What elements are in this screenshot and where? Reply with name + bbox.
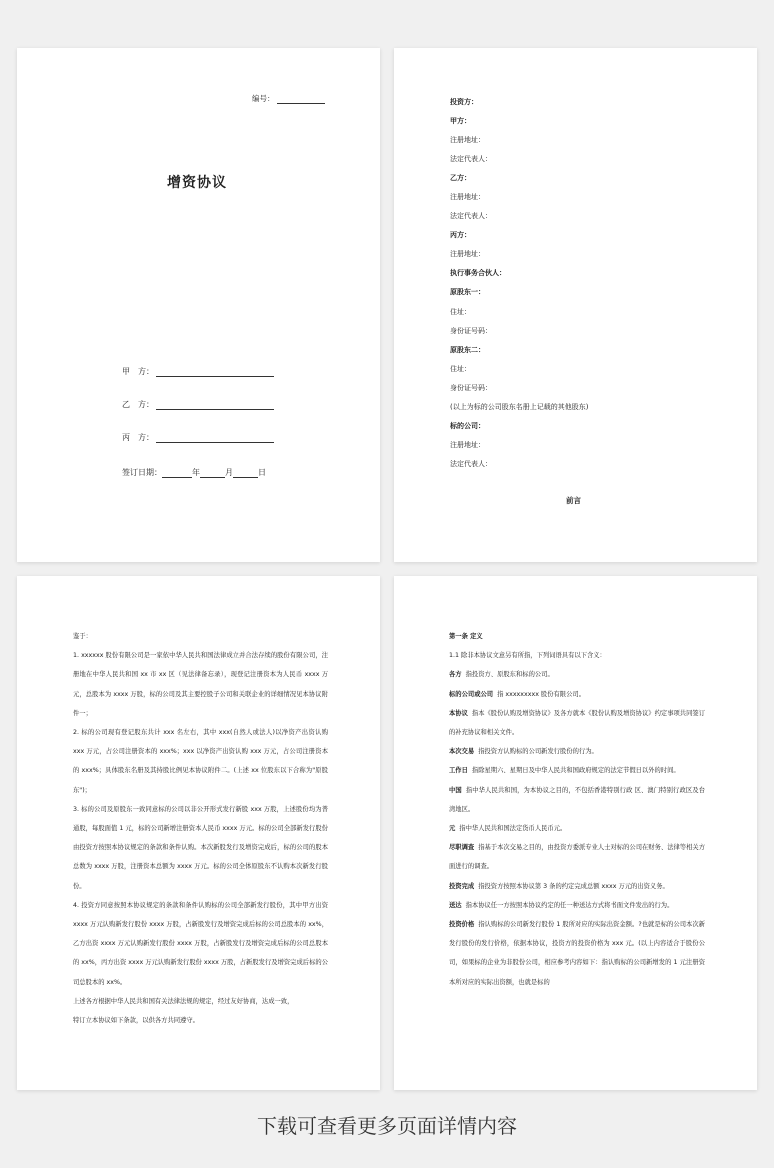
- contract-number-label: 编号：: [252, 94, 275, 103]
- definition-term: 尽职调查: [449, 844, 475, 852]
- definition-description: 指基于本次交易之目的，由投资方委派专业人士对标的公司在财务、法律等相关方面进行的调查。: [449, 844, 706, 871]
- party-info-row: 丙方：: [450, 231, 471, 240]
- recital-paragraph: 3. 标的公司及原股东一致同意标的公司以非公开形式发行新股 xxx 万股，上述股份均为普通股，每股面值 1 元，标的公司新增注册资本人民币 xxxx 万元。标的公司全部新发行股份由投资方按照本协议规定的条款和条件认购。本次新股发行及增资完成后，标的公司的股本总数为 xxxx 万股，注册资本总额为 xxxx 万元。标的公司全体原股东不认购本次新发行股份。: [73, 805, 328, 890]
- definition-term: 本协议: [449, 709, 468, 717]
- party-a-signature: [122, 366, 274, 377]
- party-info-row: 乙方：: [450, 174, 471, 183]
- party-info-row: 住址：: [450, 364, 471, 373]
- party-info-row: 注册地址：: [450, 440, 485, 449]
- signature-blank: [156, 433, 274, 443]
- definition-item: [449, 896, 705, 915]
- party-info-row: 甲方：: [450, 117, 471, 126]
- definition-description: 指中华人民共和国法定货币人民币元。: [459, 825, 567, 833]
- terms-list: [449, 665, 705, 991]
- definition-item: [449, 819, 705, 838]
- year-blank: [162, 468, 192, 478]
- definition-term: 投资完成: [449, 882, 475, 890]
- party-info-row: 原股东一：: [450, 288, 485, 297]
- definition-item: [449, 704, 705, 742]
- party-info-row: 身份证号码：: [450, 383, 492, 392]
- party-info-row: 法定代表人：: [450, 459, 492, 468]
- definition-description: 指投资方、原股东和标的公司。: [465, 671, 554, 679]
- party-info-row: 标的公司：: [450, 421, 485, 430]
- party-label: 甲 方：: [122, 367, 154, 376]
- recital-paragraph: 鉴于：: [73, 633, 92, 640]
- definition-term: 元: [449, 825, 456, 833]
- definitions-page: [394, 576, 757, 1090]
- definition-term: 投资价格: [449, 921, 475, 929]
- definition-item: [449, 742, 705, 761]
- article-title: 第一条 定义: [449, 633, 483, 640]
- definitions-intro: 1.1 除非本协议文意另有所指，下列词语具有以下含义：: [449, 652, 606, 660]
- definition-item: [449, 838, 705, 876]
- parties-page: [394, 48, 757, 562]
- definition-item: [449, 685, 705, 704]
- download-caption[interactable]: 下载可查看更多页面详情内容: [257, 1114, 517, 1138]
- month-blank: [200, 468, 225, 478]
- party-info-row: 法定代表人：: [450, 155, 492, 164]
- contract-number-blank: [277, 103, 325, 104]
- definition-item: [449, 877, 705, 896]
- party-info-row: 注册地址：: [450, 193, 485, 202]
- definition-term: 送达: [449, 901, 462, 909]
- party-info-row: 身份证号码：: [450, 326, 492, 335]
- recital-paragraph: 4. 投资方同意按照本协议规定的条款和条件认购标的公司全部新发行股份，其中甲方出资 xxxx 万元认购新发行股份 xxxx 万股，占新股发行及增资完成后标的公司总股本的 xx%，乙方出资 xxxx 万元认购新发行股份 xxxx 万股，占新股发行及增资完成后标的公司总股本的 xx%，丙方出资 xxxx 万元认购新发行股份 xxxx 万股，占新股发行及增资完成后标的公司总股本的 xx%。: [73, 901, 328, 986]
- party-c-signature: [122, 432, 274, 443]
- signature-blank: [156, 367, 274, 377]
- definition-item: [449, 781, 705, 819]
- parties-list: [450, 97, 730, 478]
- recital-paragraph: 特订立本协议如下条款，以供各方共同遵守。: [73, 1017, 199, 1025]
- definition-description: 指认购标的公司新发行股份 1 股所对应的实际出资金额。?也就是标的公司本次新发行股份的发行价格，依据本协议，投资方的投资价格为 xxx 元。(以上内容适合于股份公司，如果标的企业为非股份公司，相应参考内容如下：指认购标的公司新增发的 1 元注册资本所对应的实际出资额，也就是标的: [449, 921, 705, 986]
- definition-term: 本次交易: [449, 748, 475, 756]
- definition-term: 工作日: [449, 767, 468, 775]
- party-label: 丙 方：: [122, 433, 154, 442]
- sign-date: [122, 467, 266, 478]
- definition-item: [449, 665, 705, 684]
- definition-description: 指本协议任一方按照本协议约定的任一种送达方式将书面文件发出的行为。: [465, 901, 674, 909]
- recital-paragraph: 上述各方根据中华人民共和国有关法律法规的规定，经过友好协商，达成一致，: [73, 997, 294, 1005]
- sign-date-label: 签订日期：: [122, 468, 162, 477]
- party-info-row: (以上为标的公司股东名册上记载的其他股东): [450, 402, 589, 411]
- definition-description: 指除星期六、星期日及中华人民共和国政府规定的法定节假日以外的时间。: [471, 767, 680, 775]
- party-info-row: 投资方：: [450, 98, 478, 106]
- recital-paragraph: 1. xxxxxx 股份有限公司是一家依中华人民共和国法律成立并合法存续的股份有限公司，注册地在中华人民共和国 xx 市 xx 区（见法律备忘录），现登记注册资本为人民币 xxxx 万元，总股本为 xxxx 万股，标的公司及其主要控股子公司和关联企业的详细情况见本协议附件一；: [73, 652, 328, 717]
- recitals-text: [73, 627, 328, 1030]
- definition-term: 各方: [449, 671, 462, 679]
- party-info-row: 执行事务合伙人：: [450, 269, 506, 278]
- recital-paragraph: 2. 标的公司现有登记股东共计 xxx 名左右，其中 xxx(自然人或法人)以净资产出资认购 xxx 万元，占公司注册资本的 xxx%；xxx 以净资产出资认购 xxx 万元，占公司注册资本的 xxx%；具体股东名册及其持股比例见本协议附件二。(上述 xx 位股东以下合称为"原股东")；: [73, 729, 328, 794]
- definition-description: 指投资方认购标的公司新发行股份的行为。: [478, 748, 598, 756]
- party-label: 乙 方：: [122, 400, 154, 409]
- party-info-row: 原股东二：: [450, 345, 485, 354]
- day-blank: [233, 468, 258, 478]
- cover-page: [17, 48, 380, 562]
- definitions-text: [449, 627, 705, 992]
- contract-number: [252, 93, 325, 104]
- signature-blank: [156, 400, 274, 410]
- party-info-row: 法定代表人：: [450, 212, 492, 221]
- definition-item: [449, 915, 705, 992]
- definition-term: 标的公司或公司: [449, 690, 494, 698]
- party-info-row: 注册地址：: [450, 136, 485, 145]
- recitals-page: [17, 576, 380, 1090]
- day-label: 日: [258, 468, 266, 477]
- party-info-row: 住址：: [450, 307, 471, 316]
- party-b-signature: [122, 399, 274, 410]
- year-label: 年: [192, 468, 200, 477]
- definition-description: 指本《股份认购及增资协议》及各方就本《股份认购及增资协议》约定事项共同签订的补充协议和相关文件。: [449, 709, 706, 737]
- definition-description: 指 xxxxxxxxx 股份有限公司。: [497, 690, 585, 698]
- preface-heading: 前言: [566, 496, 581, 505]
- definition-term: 中国: [449, 786, 462, 794]
- definition-description: 指投资方按照本协议第 3 条的约定完成总额 xxxx 万元的出资义务。: [478, 882, 669, 890]
- month-label: 月: [225, 468, 233, 477]
- document-title: 增资协议: [167, 175, 227, 191]
- definition-item: [449, 761, 705, 780]
- definition-description: 指中华人民共和国，为本协议之目的，不包括香港特别行政 区、澳门特别行政区及台湾地区。: [449, 786, 705, 813]
- party-info-row: 注册地址：: [450, 250, 485, 259]
